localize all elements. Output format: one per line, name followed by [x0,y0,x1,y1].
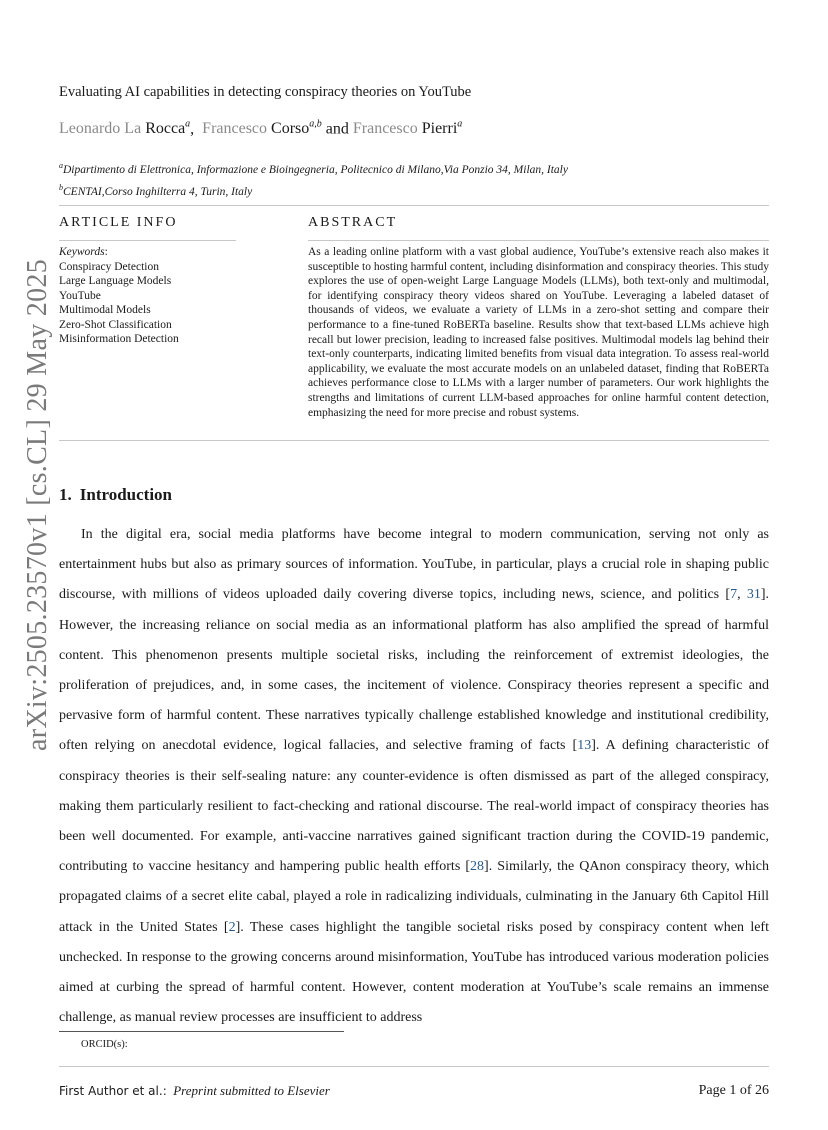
keywords-label: Keywords [59,246,105,258]
citation-link[interactable]: 7 [730,587,738,603]
section-heading-introduction: 1. Introduction [59,485,173,504]
article-info-underline [59,240,236,241]
orcid-footnote: ORCID(s): [81,1039,128,1050]
header-divider [59,205,769,206]
abstract-divider [59,440,769,441]
keywords-block: Keywords: Conspiracy Detection Large Language Models YouTube Multimodal Models Zero-Shot Classification Misinformation Detection [59,246,179,345]
abstract-heading: ABSTRACT [308,215,398,230]
arxiv-identifier: arXiv:2505.23570v1 [cs.CL] 29 May 2025 [22,259,53,752]
keyword: Multimodal Models [59,304,151,316]
footnote-divider [59,1031,344,1032]
footer-citation: First Author et al.: Preprint submitted to Elsevier [59,1083,330,1098]
affiliation: $^a$Dipartimento di Elettronica, Informazione e Bioingegneria, Politecnico di Milano,Via Ponzio 34, Milan, Italy [59,161,568,176]
author: Leonardo La Rocca$^a$ [59,119,191,138]
article-info-heading: ARTICLE INFO [59,215,178,230]
affiliation: $^b$CENTAI,Corso Inghilterra 4, Turin, Italy [59,182,253,198]
keyword: Zero-Shot Classification [59,318,172,331]
keyword: Conspiracy Detection [59,260,159,273]
keyword: Misinformation Detection [59,333,179,345]
abstract-text: As a leading online platform with a vast global audience, YouTube’s extensive reach also makes it susceptible to hosting harmful content, including disinformation and conspiracy theories. This study explores the use of open-weight Large Language Models (LLMs), both text-only and multimodal, for identifying conspiracy theory videos shared on YouTube. Leveraging a labeled dataset of thousands of videos, we evaluate a variety of LLMs in a zero-shot setting and compare their performance to a fine-tuned RoBERTa baseline. Results show that text-based LLMs achieve high recall but lower precision, leading to increased false positives. Multimodal models lag behind their text-only counterparts, indicating limited benefits from visual data integration. To assess real-world applicability, we evaluate the most accurate models on an unlabeled dataset, finding that RoBERTa achieves performance close to LLMs with a larger number of parameters. Our work highlights the strengths and limitations of current LLM-based approaches for online harmful content detection, emphasizing the need for more precise and robust systems. [308,246,769,419]
paper-title: Evaluating AI capabilities in detecting conspiracy theories on YouTube [59,84,472,100]
author: Francesco Pierri$^a$ [352,119,463,138]
citation-link[interactable]: 28 [470,859,485,875]
citation-link[interactable]: 13 [577,738,592,754]
keyword: YouTube [59,289,101,302]
citation-link[interactable]: 31 [746,587,761,603]
author: Francesco Corso$^{a,b}$ [202,119,322,138]
keyword: Large Language Models [59,275,172,287]
affiliations [59,157,568,201]
footer-divider [59,1066,769,1067]
abstract-underline [308,240,769,241]
author-list: Leonardo La Rocca$^a$, Francesco Corso$^{a,b}$ and Francesco Pierri$^a$ [59,119,463,138]
introduction-paragraph: In the digital era, social media platforms have become integral to modern communication, serving not only as entertainment hubs but also as primary sources of information. YouTube, in particular, plays a crucial role in shaping public discourse, with millions of videos uploaded daily covering diverse topics, including news, science, and politics [7, 31]. However, the increasing reliance on social media as an informational platform has also amplified the spread of harmful content. This phenomenon presents multiple societal risks, including the reinforcement of extremist ideologies, the proliferation of prejudices, and, in some cases, the incitement of violence. Conspiracy theories represent a specific and pervasive form of harmful content. These narratives typically challenge established knowledge and institutional credibility, often relying on anecdotal evidence, logical fallacies, and selective framing of facts [13]. A defining characteristic of conspiracy theories is their self-sealing nature: any counter-evidence is often dismissed as part of the alleged conspiracy, making them particularly resilient to fact-checking and rational discourse. The real-world impact of conspiracy theories has been well documented. For example, anti-vaccine narratives gained significant traction during the COVID-19 pandemic, contributing to vaccine hesitancy and hampering public health efforts [28]. Similarly, the QAnon conspiracy theory, which propagated claims of a secret elite cabal, played a role in radicalizing individuals, culminating in the January 6th Capitol Hill attack in the United States [2]. These cases highlight the tangible societal risks posed by conspiracy content when left unchecked. In response to the growing concerns around misinformation, YouTube has introduced various moderation policies aimed at curbing the spread of harmful content. However, content moderation at YouTube’s scale remains an immense challenge, as manual review processes are insufficient to address [59,527,770,1026]
citation-link[interactable]: 2 [228,919,236,935]
page-number: Page 1 of 26 [698,1083,769,1098]
